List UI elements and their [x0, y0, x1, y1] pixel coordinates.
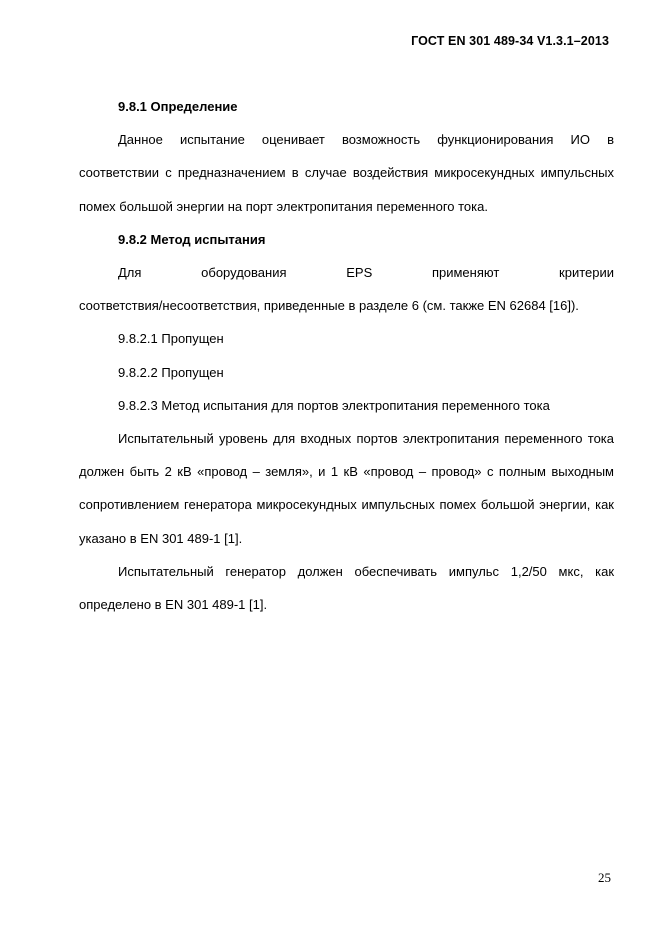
- paragraph-test-level: Испытательный уровень для входных портов электропитания переменного тока должен быть 2 кВ «провод – земля», и 1 кВ «провод – провод» с полным выходным сопротивлением генератора микросекундных импульсных помех большой энергии, как указано в EN 301 489-1 [1].: [79, 431, 614, 546]
- document-header: ГОСТ EN 301 489-34 V1.3.1–2013: [411, 34, 609, 48]
- page-number: 25: [598, 870, 611, 885]
- paragraph-method-line1: Для оборудования EPS применяют критерии: [118, 265, 614, 281]
- subsection-9-8-2-1: 9.8.2.1 Пропущен: [118, 331, 224, 347]
- document-body: [79, 90, 614, 621]
- subsection-9-8-2-2: 9.8.2.2 Пропущен: [118, 364, 224, 380]
- section-heading-9-8-2: 9.8.2 Метод испытания: [118, 231, 266, 247]
- section-heading-9-8-1: 9.8.1 Определение: [118, 99, 238, 114]
- subsection-9-8-2-3: 9.8.2.3 Метод испытания для портов электропитания переменного тока: [118, 397, 550, 413]
- paragraph-method-rest: соответствия/несоответствия, приведенные в разделе 6 (см. также EN 62684 [16]).: [79, 298, 579, 314]
- paragraph-test-generator: Испытательный генератор должен обеспечивать импульс 1,2/50 мкс, как определено в EN 301 489-1 [1].: [79, 563, 614, 613]
- paragraph-definition: Данное испытание оценивает возможность функционирования ИО в соответствии с предназначением в случае воздействия микросекундных импульсных помех большой энергии на порт электропитания переменного тока.: [79, 132, 614, 214]
